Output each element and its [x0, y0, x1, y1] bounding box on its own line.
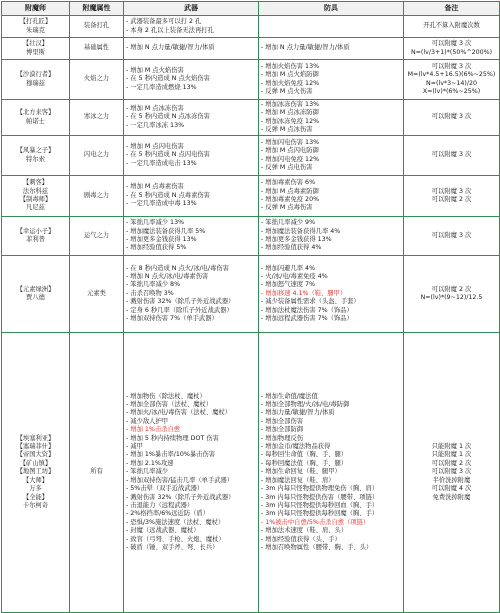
note-cell-line: 可以附魔 4 次	[431, 485, 472, 493]
weapon-cell-line: - 笨拙几率减少 13%	[126, 219, 185, 227]
table-row	[2, 256, 500, 333]
attribute-cell	[70, 217, 124, 256]
weapon-cell-line: - 增加 M 点冰冻伤害	[126, 104, 184, 112]
weapon-cell-line: - 溅射伤害 32%（除爪子外近战武器）	[126, 493, 235, 501]
enchanter-cell-line: 凡尼兹	[26, 204, 45, 212]
enchanter-cell-line: 朱瑞克	[26, 26, 45, 34]
armor-cell-line: - 增加闪避几率 4%	[261, 264, 316, 272]
enchanter-cell-line: 穆瑞兹	[26, 79, 45, 87]
enchanter-cell-line: 【帝国大资】	[16, 451, 55, 459]
armor-cell-line: - 增加生命回复（鞋、腿甲）	[261, 468, 341, 476]
weapon-cell-line: - 增加 2.1%攻速	[126, 459, 174, 467]
attribute-cell	[70, 16, 124, 38]
enchanter-cell-line: 【幸运小子】	[16, 227, 55, 235]
attribute-cell	[70, 38, 124, 60]
weapon-cell-line: - 增加 5 秒内持续物理 DOT 伤害	[126, 434, 219, 442]
weapon-cell-line: - 破盾（锤、双手斧、弩、长兵）	[126, 543, 219, 551]
note-cell	[404, 100, 500, 136]
table-row	[2, 60, 500, 100]
armor-cell-line: - 增加怒气速度 7%	[261, 281, 316, 289]
attribute-cell-line: 火焰之力	[83, 75, 110, 83]
attribute-cell-line: 剧毒之力	[83, 191, 110, 199]
armor-cell-line: - 增加 M 点火焰防御	[261, 71, 319, 79]
header-attribute: 附魔属性	[70, 2, 124, 16]
note-cell-line: 可以附魔 2 次	[431, 196, 472, 203]
weapon-cell-line: - 增加魔法装备获得几率 5%	[126, 227, 206, 235]
weapon-cell-line: - 减甲	[126, 443, 143, 451]
enchanter-cell	[2, 217, 70, 256]
armor-cell-line: - 增加金币/魔法物品获得	[261, 443, 331, 451]
header-armor: 防具	[259, 2, 404, 16]
armor-cell-line: - 火/冰/电/毒素免疫 4%	[261, 272, 328, 280]
attribute-cell	[70, 136, 124, 176]
enchanter-cell-line: 【埃塞利亚】	[16, 434, 55, 442]
armor-cell	[259, 16, 404, 38]
enchanter-cell-line: 帕诺士	[26, 117, 45, 125]
enchanter-cell-line: 法尔科兹	[22, 187, 49, 195]
armor-cell-line: - 增加 M 点闪电防御	[261, 147, 319, 155]
table-row	[2, 176, 500, 217]
header-weapon: 武器	[124, 2, 259, 16]
enchanter-cell-line: 【沙漠行者】	[16, 71, 55, 79]
attribute-cell	[70, 100, 124, 136]
armor-cell	[259, 256, 404, 333]
armor-cell	[259, 333, 404, 613]
enchanter-cell-line: 万多	[29, 485, 42, 493]
weapon-cell-line: - 增加更多金钱获得 13%	[126, 236, 197, 243]
enchanter-cell	[2, 100, 70, 136]
armor-cell-line: - 1%被击中自愈/5%击杀自愈（项链）	[261, 518, 370, 526]
note-cell	[404, 256, 500, 333]
note-cell-line: 可以附魔 3 次	[431, 113, 472, 121]
armor-cell-line: - 增加全部防御	[261, 426, 304, 434]
weapon-cell-line: - 武器装备最多可以打 2 孔	[126, 18, 202, 26]
weapon-cell-line: - 一定几率造成中毒 13%	[126, 200, 197, 208]
attribute-cell	[70, 176, 124, 217]
armor-cell-line: - 增加法杖魔法伤害 7%（饰品）	[261, 306, 353, 314]
enchant-table	[1, 1, 500, 613]
enchanter-cell-line: 特尔索	[26, 155, 45, 163]
armor-cell-line: - 增加 M 点冰冻防御	[261, 109, 319, 117]
armor-cell	[259, 100, 404, 136]
note-cell-line: 可以附魔 2 次	[431, 285, 472, 293]
weapon-cell-line: - 一定几率造成燃烧 13%	[126, 83, 197, 91]
weapon-cell-line: - 在 5 秒内造成 N 点毒素伤害	[126, 191, 210, 199]
armor-cell-line: - 增加火焰免疫 12%	[261, 79, 320, 87]
armor-cell-line: - 反弹 M 点火伤害	[261, 87, 313, 95]
attribute-cell	[70, 333, 124, 613]
weapon-cell-line: - 击杀召唤物 3%	[126, 289, 174, 297]
note-cell	[404, 176, 500, 217]
enchanter-cell-line: 菲利普	[26, 236, 45, 243]
enchanter-cell-line: 【壮汉】	[22, 40, 49, 48]
armor-cell-line: - 增加力量/敏捷/智力/体质	[261, 409, 335, 417]
note-cell	[404, 136, 500, 176]
header-enchanter: 附魔师	[2, 2, 70, 16]
armor-cell	[259, 38, 404, 60]
enchanter-cell	[2, 256, 70, 333]
enchanter-cell	[2, 333, 70, 613]
weapon-cell-line: - 增加 M 点毒素伤害	[126, 183, 184, 191]
armor-cell-line: - 3m 内每只怪物提供物理免伤（胸、肩）	[261, 485, 379, 493]
weapon-cell-line: - 溅射伤害 32%（除爪子外近战武器）	[126, 298, 235, 306]
attribute-cell-line: 运气之力	[83, 231, 110, 239]
table-row	[2, 136, 500, 176]
note-cell	[404, 38, 500, 60]
weapon-cell-line: - 一定几率造成电击 13%	[126, 159, 197, 167]
header-note: 备注	[404, 2, 500, 16]
weapon-cell-line: - 一定几率冰冻 13%	[126, 121, 185, 129]
note-cell-line: 可以附魔 3 次	[431, 40, 472, 48]
weapon-cell-line: - 在 5 秒内造成 N 点闪电伤害	[126, 151, 210, 159]
note-cell-line: 免费洗掉附魔	[432, 493, 471, 501]
enchanter-cell-line: 【北方来客】	[16, 109, 55, 117]
weapon-cell-line: - 增加经验值获得 5%	[126, 244, 187, 252]
armor-cell-line: - 增加全部伤害	[261, 417, 304, 425]
armor-cell-line: - 增加毒素伤害 6%	[261, 179, 316, 187]
armor-cell-line: - 增加召唤物属性（腰带、胸、手、头）	[261, 543, 373, 551]
enchanter-cell-line: 【元素绿洲】	[16, 285, 55, 293]
note-cell	[404, 333, 500, 613]
armor-cell-line: - 增加 M 点毒素防御	[261, 187, 319, 195]
table-header-row	[2, 2, 500, 16]
note-cell-line: 可以附魔 2 次	[431, 459, 472, 467]
note-cell-line: M=(lv*4.5+16.5)(6%~25%)	[407, 71, 496, 79]
table-row	[2, 217, 500, 256]
note-cell-line: 可以附魔 3 次	[431, 468, 472, 476]
weapon-cell-line: - 在 5 秒内造成 N 点冰冻伤害	[126, 113, 210, 121]
enchanter-cell	[2, 16, 70, 38]
weapon-cell	[124, 256, 259, 333]
armor-cell-line: - 增加移速 4.1%（鞋、腿甲）	[261, 289, 347, 297]
note-cell-line: 开孔不算入附魔次数	[423, 22, 480, 30]
weapon-cell-line: - 增加 N 点火/冰/电/毒素伤害	[126, 272, 209, 280]
table-row	[2, 100, 500, 136]
note-cell-line: 可以附魔 3 次	[431, 151, 472, 159]
weapon-cell-line: - 击退能力（远程武器）	[126, 501, 194, 509]
note-cell-line: 半价洗掉附魔	[432, 476, 471, 484]
armor-cell	[259, 136, 404, 176]
weapon-cell-line: - 封魔（远战武器、魔杖）	[126, 527, 200, 535]
note-cell-line: N=(lv)*(9~12)/12.5	[420, 294, 483, 301]
armor-cell-line: - 增加魔法装备获得几率 4%	[261, 227, 341, 235]
table-row	[2, 16, 500, 38]
enchanter-cell	[2, 136, 70, 176]
note-cell-line: 可以附魔 3 次	[431, 231, 472, 239]
weapon-cell-line: - 致盲（弓弩、手枪、火炮、魔杖）	[126, 535, 225, 543]
note-cell-line: 只能附魔 1 次	[431, 451, 472, 459]
armor-cell-line: - 3m 内每只怪物提供每秒回血（胸、手）	[261, 501, 379, 509]
note-cell-line: 可以附魔 3 次	[431, 187, 472, 195]
armor-cell-line: - 增加经验值获得（头、手）	[261, 535, 341, 543]
weapon-cell-line: - 笨拙几率减少	[126, 468, 169, 476]
weapon-cell-line: - 恐惧/3%施法速度（法杖、魔杖）	[126, 518, 225, 526]
armor-cell-line: - 增加经验值获得 4%	[261, 244, 322, 252]
armor-cell-line: - 增加法术速度（鞋、肩、头）	[261, 527, 348, 535]
weapon-cell	[124, 333, 259, 613]
armor-cell-line: - 反弹 M 点毒伤害	[261, 204, 313, 212]
armor-cell-line: - 增加闪电免疫 12%	[261, 155, 320, 163]
weapon-cell-line: - 增加物伤（除法杖、魔杖）	[126, 392, 206, 400]
weapon-cell-line: - 在 8 秒内造成 N 点火/冰/电/毒伤害	[126, 264, 229, 272]
enchanter-cell-line: 【打孔匠】	[19, 18, 52, 26]
note-cell-line: N=(lv/3+1)*(50%^200%)	[410, 48, 493, 56]
attribute-cell-line: 闪电之力	[83, 151, 110, 159]
enchanter-cell-line: 卡尔柯奇	[22, 501, 49, 509]
armor-cell	[259, 60, 404, 100]
weapon-cell-line: - 笨拙几率减少 8%	[126, 281, 181, 289]
note-cell	[404, 217, 500, 256]
weapon-cell-line: - 2%格挡率/6%远近防（盾）	[126, 510, 210, 518]
note-cell-line: 只能附魔 1 次	[431, 443, 472, 451]
armor-cell-line: - 每秒回魔法值（胸、手、腿）	[261, 459, 348, 467]
enchanter-cell	[2, 176, 70, 217]
armor-cell-line: - 反弹 M 点电伤害	[261, 163, 313, 171]
weapon-cell-line: - 在 5 秒内造成 N 点火焰伤害	[126, 75, 210, 83]
armor-cell	[259, 176, 404, 217]
enchanter-cell-line: 【刺客】	[22, 179, 49, 187]
enchanter-cell-line: 【风暴之子】	[16, 147, 55, 155]
enchanter-cell-line: 【矿山镇】	[19, 459, 52, 467]
table-row	[2, 38, 500, 60]
armor-cell-line: - 3m 内每只怪物提供每秒回魔（胸、手）	[261, 510, 379, 518]
armor-cell	[259, 217, 404, 256]
note-cell	[404, 16, 500, 38]
enchanter-cell-line: 【地图工坊】	[16, 468, 55, 476]
note-cell-line: X=(lv)*(6%~25%)	[422, 87, 481, 95]
weapon-cell-line: - 增加 M 点火焰伤害	[126, 66, 184, 74]
armor-cell-line: - 增加魔法回复（鞋、肩）	[261, 476, 335, 484]
weapon-cell-line: - 增加 1%击杀自愈	[126, 426, 181, 434]
weapon-cell-line: - 增加 1%暴击率/10%暴击伤害	[126, 451, 216, 459]
weapon-cell-line: - 增加 N 点力量/敏捷/智力/体质	[126, 44, 215, 52]
weapon-cell	[124, 38, 259, 60]
armor-cell-line: - 每秒回生命值（胸、手、腿）	[261, 451, 348, 459]
weapon-cell	[124, 217, 259, 256]
armor-cell-line: - 增加火焰伤害 13%	[261, 62, 320, 70]
enchanter-cell-line: 贾八德	[26, 294, 45, 301]
note-cell-line: 可以附魔 3 次	[431, 62, 472, 70]
note-cell	[404, 60, 500, 100]
armor-cell-line: - 增加 N 点力量/敏捷/智力/体质	[261, 44, 350, 52]
armor-cell-line: - 增加生命值/魔法值	[261, 392, 318, 400]
armor-cell-line: - 增加冰冻免疫 12%	[261, 117, 320, 125]
enchanter-cell-line: 【大师】	[22, 476, 49, 484]
enchanter-cell-line: 【制毒师】	[19, 196, 52, 203]
armor-cell-line: - 笨拙几率减少 9%	[261, 219, 316, 227]
armor-cell-line: - 增加闪电伤害 13%	[261, 138, 320, 146]
weapon-cell-line: - 增加 M 点闪电伤害	[126, 142, 184, 150]
weapon-cell	[124, 176, 259, 217]
armor-cell-line: - 增加物理反伤	[261, 434, 304, 442]
attribute-cell-line: 元素类	[87, 289, 106, 297]
enchanter-cell	[2, 60, 70, 100]
weapon-cell-line: - 增加双持伤害/猛击几率（单手武器）	[126, 476, 234, 484]
armor-cell-line: - 3m 内每只怪物提供伤害（腰带、项链）	[261, 493, 379, 501]
weapon-cell-line: - 5%击晕（双手近战武器）	[126, 485, 204, 493]
enchanter-cell-line: 【全能】	[22, 493, 49, 501]
weapon-cell	[124, 16, 259, 38]
armor-cell-line: - 增加更多金钱获得 13%	[261, 236, 332, 243]
weapon-cell-line: - 本身 2 孔以上装备无法再打孔	[126, 26, 214, 34]
armor-cell-line: - 增加冰冻伤害 13%	[261, 100, 320, 108]
table-row	[2, 333, 500, 613]
armor-cell-line: - 增加远程武器伤害 7%（饰品）	[261, 315, 353, 323]
weapon-cell-line: - 增加双持伤害 7%（单手武器）	[126, 315, 218, 323]
weapon-cell-line: - 减少敌人护甲	[126, 417, 169, 425]
enchanter-cell-line: 【塞瑞菲什】	[16, 443, 55, 451]
weapon-cell-line: - 增加火/冰/电/毒伤害（法杖、魔杖）	[126, 409, 232, 417]
armor-cell-line: - 反弹 M 点冰伤害	[261, 125, 313, 133]
enchanter-cell	[2, 38, 70, 60]
armor-cell-line: - 增加全部物理/火/冰/电/毒防御	[261, 401, 350, 409]
attribute-cell-line: 基础属性	[83, 44, 110, 52]
enchanter-cell-line: 博里斯	[26, 48, 45, 56]
weapon-cell	[124, 100, 259, 136]
attribute-cell	[70, 256, 124, 333]
weapon-cell-line: - 定身 6 秒几率（除爪子外近战武器）	[126, 306, 233, 314]
armor-cell-line: - 增加毒素免疫 20%	[261, 196, 320, 203]
attribute-cell-line: 寒冰之力	[83, 113, 110, 121]
weapon-cell-line: - 增加全部伤害（法杖、魔杖）	[126, 401, 213, 409]
weapon-cell	[124, 136, 259, 176]
attribute-cell-line: 装备打孔	[83, 22, 110, 30]
armor-cell-line: - 减少装备属性需求（头盔、手套）	[261, 298, 360, 306]
note-cell-line: N=(lv*3~14)/20	[426, 79, 477, 87]
attribute-cell-line: 所有	[90, 468, 103, 476]
attribute-cell	[70, 60, 124, 100]
weapon-cell	[124, 60, 259, 100]
